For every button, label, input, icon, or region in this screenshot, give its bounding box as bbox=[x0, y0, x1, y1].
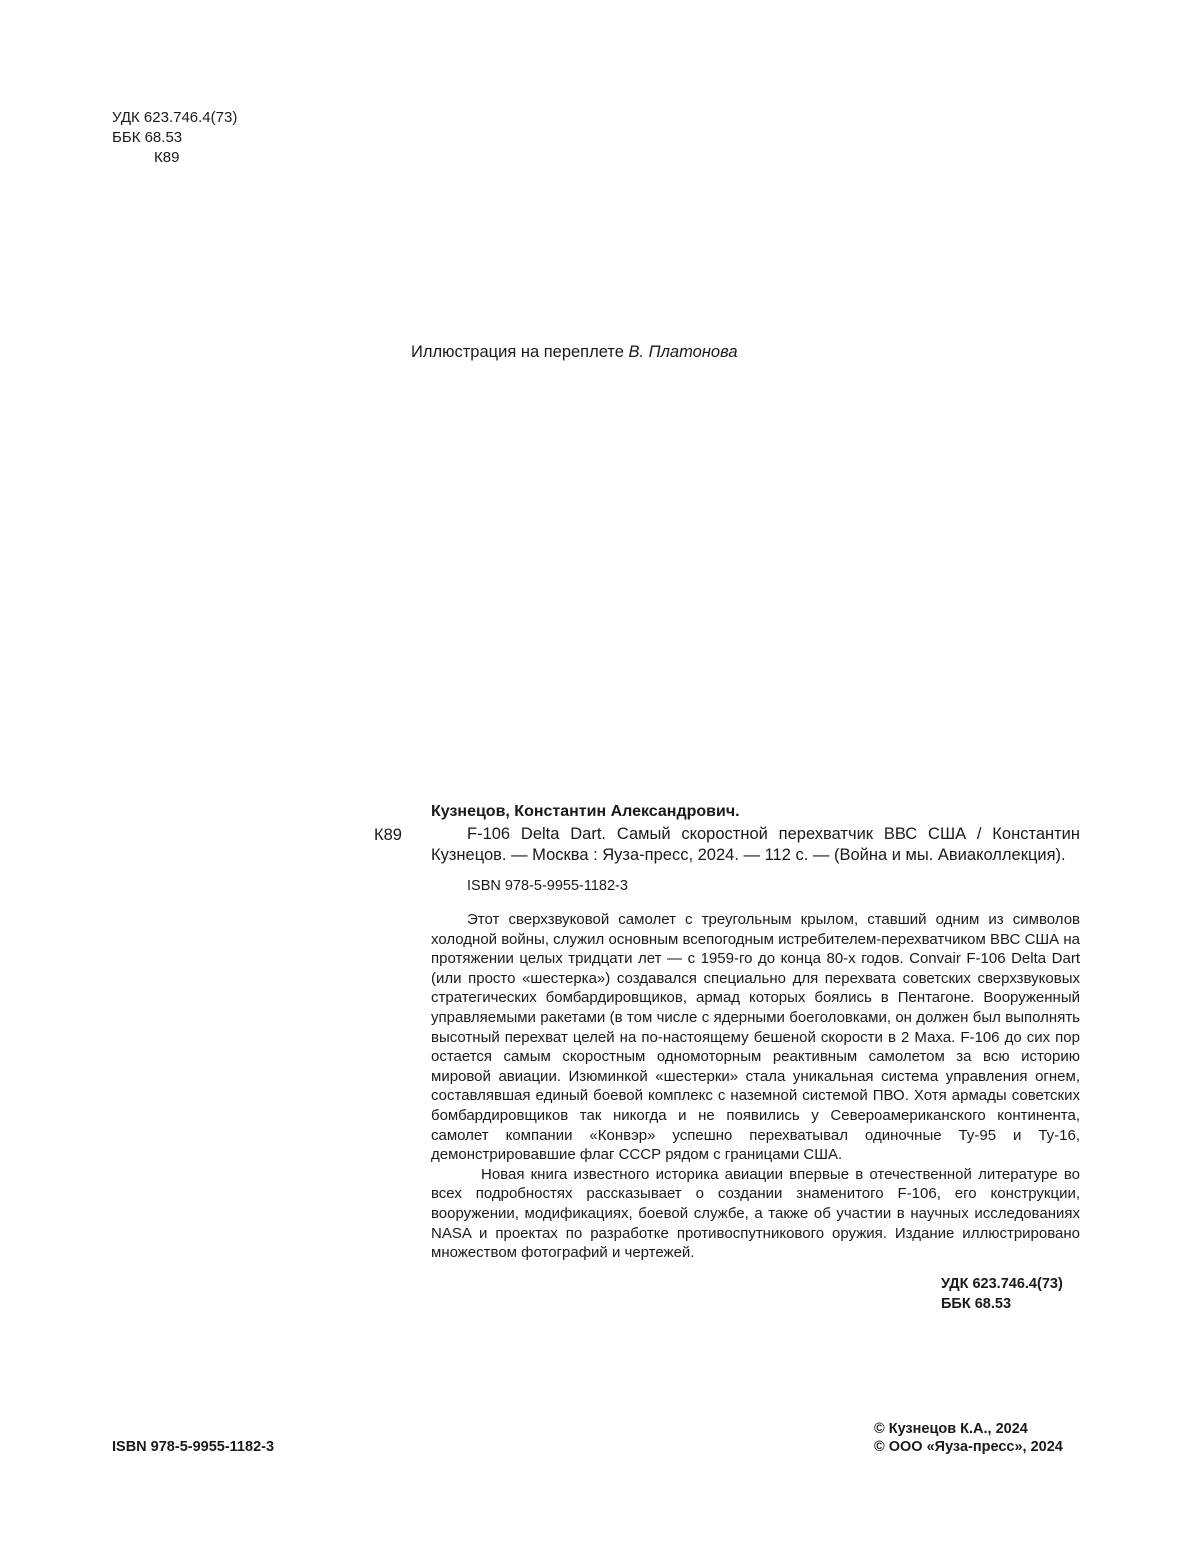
cover-illustration-credit bbox=[411, 341, 738, 363]
annotation-paragraph: Новая книга известного историка авиации впервые в отечественной литературе во всех подробностях рассказывает о создании знаменитого F-106, его конструкции, вооружении, модификациях, боевой службе, а также об участии в научных исследованиях NASA и проектах по разработке противоспутникового оружия. Издание иллюстрировано множеством фотографий и чертежей. bbox=[431, 1165, 1080, 1262]
card-isbn: ISBN 978-5-9955-1182-3 bbox=[467, 878, 628, 894]
card-classification bbox=[941, 1274, 1080, 1314]
card-udk: УДК 623.746.4(73) bbox=[941, 1275, 1063, 1292]
classification-codes-top bbox=[112, 108, 237, 168]
author-sign: К89 bbox=[374, 826, 402, 844]
author-heading: Кузнецов, Константин Александрович. bbox=[431, 803, 740, 820]
copyright-block bbox=[874, 1420, 1063, 1456]
bbk-code: ББК 68.53 bbox=[112, 129, 183, 146]
bottom-isbn: ISBN 978-5-9955-1182-3 bbox=[112, 1439, 275, 1455]
udk-code: УДК 623.746.4(73) bbox=[112, 109, 238, 126]
illustration-prefix: Иллюстрация на переплете bbox=[411, 343, 629, 361]
annotation-paragraph: Этот сверхзвуковой самолет с треугольным крылом, ставший одним из символов холодной войны, служил основным всепогодным истребителем-перехватчиком ВВС США на протяжении целых тридцати лет — с 1959-го до конца 80-х годов. Convair F-106 Delta Dart (или просто «шестерка») создавался специально для перехвата советских сверхзвуковых стратегических бомбардировщиков, армад которых боялись в Пентагоне. Вооруженный управляемыми ракетами (в том числе с ядерными боеголовками, он должен был выполнять высотный перехват целей на по-настоящему бешеной скорости в 2 Маха. F-106 до сих пор остается самым скоростным одномоторным реактивным самолетом за всю историю мировой авиации. Изюминкой «шестерки» стала уникальная система управления огнем, составлявшая единый боевой комплекс с наземной системой ПВО. Хотя армады советских бомбардировщиков так никогда и не появились у Североамериканского континента, самолет компании «Конвэр» успешно перехватывал одиночные Ту-95 и Ту-16, демонстрировавшие флаг СССР рядом с границами США. bbox=[431, 911, 1080, 1164]
bibliographic-description: F-106 Delta Dart. Самый скоростной перехватчик ВВС США / Константин Кузнецов. — Москва : Яуза-пресс, 2024. — 112 с. — (Война и мы. Авиаколлекция). bbox=[431, 825, 1080, 864]
illustration-artist: В. Платонова bbox=[628, 343, 738, 361]
catalog-card bbox=[374, 801, 1080, 1314]
copyright-publisher: © ООО «Яуза-пресс», 2024 bbox=[874, 1439, 1063, 1455]
card-bbk: ББК 68.53 bbox=[941, 1295, 1012, 1312]
copyright-author: © Кузнецов К.А., 2024 bbox=[874, 1421, 1028, 1437]
author-mark: К89 bbox=[154, 149, 180, 166]
